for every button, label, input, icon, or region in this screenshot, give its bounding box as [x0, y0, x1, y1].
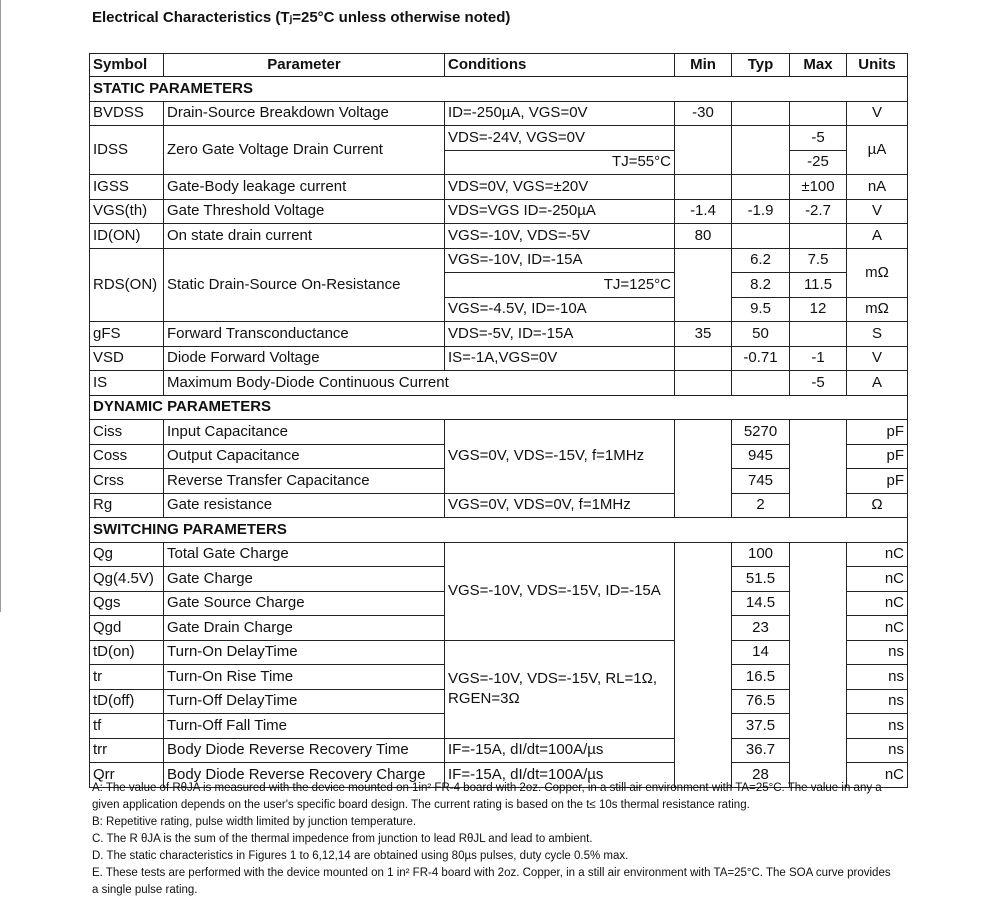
parameter-cell: Input Capacitance — [164, 420, 445, 445]
section-static: STATIC PARAMETERS — [90, 77, 908, 102]
units-cell: V — [847, 346, 908, 371]
typ-cell — [732, 101, 790, 126]
units-cell: ns — [847, 640, 908, 665]
parameter-cell: On state drain current — [164, 224, 445, 249]
units-cell: ns — [847, 714, 908, 739]
symbol-cell: Rg — [90, 493, 164, 518]
header-min: Min — [675, 54, 732, 77]
min-cell: 80 — [675, 224, 732, 249]
max-cell: -5 — [790, 126, 847, 151]
condition-cell: ID=-250µA, VGS=0V — [445, 101, 675, 126]
units-cell: mΩ — [847, 297, 908, 322]
parameter-cell: Gate Charge — [164, 567, 445, 592]
condition-cell: VDS=-5V, ID=-15A — [445, 322, 675, 347]
typ-cell: 14.5 — [732, 591, 790, 616]
units-cell: V — [847, 199, 908, 224]
typ-cell: 28 — [732, 763, 790, 788]
min-cell — [675, 420, 732, 518]
header-symbol: Symbol — [90, 54, 164, 77]
footnotes — [92, 780, 892, 899]
typ-cell: 9.5 — [732, 297, 790, 322]
symbol-cell: Qgd — [90, 616, 164, 641]
table-row — [90, 738, 908, 763]
parameter-cell: Turn-On Rise Time — [164, 665, 445, 690]
symbol-cell: VGS(th) — [90, 199, 164, 224]
table-row — [90, 199, 908, 224]
symbol-cell: Crss — [90, 469, 164, 494]
max-cell: -1 — [790, 346, 847, 371]
parameter-cell: Maximum Body-Diode Continuous Current — [164, 371, 675, 396]
units-cell: A — [847, 371, 908, 396]
condition-cell: VGS=-10V, ID=-15A — [445, 248, 675, 273]
table-row — [90, 371, 908, 396]
table-row — [90, 542, 908, 567]
typ-cell — [732, 371, 790, 396]
symbol-cell: RDS(ON) — [90, 248, 164, 322]
max-cell: 11.5 — [790, 273, 847, 298]
max-cell — [790, 322, 847, 347]
units-cell: A — [847, 224, 908, 249]
parameter-cell: Turn-On DelayTime — [164, 640, 445, 665]
typ-cell — [732, 224, 790, 249]
table-row — [90, 175, 908, 200]
switching-condition-line1: VGS=-10V, VDS=-15V, RL=1Ω, — [448, 670, 657, 687]
units-cell: ns — [847, 689, 908, 714]
parameter-cell: Total Gate Charge — [164, 542, 445, 567]
units-cell: pF — [847, 420, 908, 445]
footnote-e: E. These tests are performed with the device mounted on 1 in² FR-4 board with 2oz. Copper, in a still air environment with TA=25°C. The SOA curve provides a single pulse rating. — [92, 867, 891, 896]
typ-cell — [732, 126, 790, 175]
max-cell: -25 — [790, 150, 847, 175]
header-max: Max — [790, 54, 847, 77]
min-cell: -1.4 — [675, 199, 732, 224]
condition-cell-temp: TJ=125°C — [445, 273, 675, 298]
parameter-cell: Output Capacitance — [164, 444, 445, 469]
condition-cell-temp: TJ=55°C — [445, 150, 675, 175]
parameter-cell: Turn-Off Fall Time — [164, 714, 445, 739]
footnote-b: B: Repetitive rating, pulse width limited by junction temperature. — [92, 816, 417, 828]
table-row — [90, 420, 908, 445]
condition-cell: IF=-15A, dI/dt=100A/µs — [445, 738, 675, 763]
typ-cell: 5270 — [732, 420, 790, 445]
condition-cell: VGS=0V, VDS=0V, f=1MHz — [445, 493, 675, 518]
condition-cell: VDS=VGS ID=-250µA — [445, 199, 675, 224]
symbol-cell: tD(on) — [90, 640, 164, 665]
footnote-d: D. The static characteristics in Figures 1 to 6,12,14 are obtained using 80µs pulses, duty cycle 0.5% max. — [92, 850, 629, 862]
min-cell — [675, 126, 732, 175]
footnote-a: A: The value of RθJA is measured with the device mounted on 1in² FR-4 board with 2oz. Copper, in a still air environment with TA=25°C. The value in any a given application depends on the user's specific board design. The current rating is based on the t≤ 10s thermal resistance rating. — [92, 782, 882, 811]
symbol-cell: tf — [90, 714, 164, 739]
typ-cell: 945 — [732, 444, 790, 469]
left-edge-rule — [0, 0, 1, 612]
switching-condition-line2: RGEN=3Ω — [448, 690, 520, 707]
condition-cell: VGS=-10V, VDS=-15V, ID=-15A — [445, 542, 675, 640]
symbol-cell: ID(ON) — [90, 224, 164, 249]
table-row — [90, 101, 908, 126]
table-row — [90, 322, 908, 347]
parameter-cell: Reverse Transfer Capacitance — [164, 469, 445, 494]
units-cell: pF — [847, 469, 908, 494]
condition-cell: VDS=0V, VGS=±20V — [445, 175, 675, 200]
symbol-cell: IS — [90, 371, 164, 396]
parameter-cell: Drain-Source Breakdown Voltage — [164, 101, 445, 126]
typ-cell: 76.5 — [732, 689, 790, 714]
symbol-cell: Coss — [90, 444, 164, 469]
max-cell — [790, 101, 847, 126]
typ-cell: 23 — [732, 616, 790, 641]
header-conditions: Conditions — [445, 54, 675, 77]
parameter-cell: Gate Drain Charge — [164, 616, 445, 641]
characteristics-table-wrap — [89, 53, 907, 788]
min-cell — [675, 371, 732, 396]
parameter-cell: Diode Forward Voltage — [164, 346, 445, 371]
condition-cell-switching — [445, 640, 675, 738]
section-switching: SWITCHING PARAMETERS — [90, 518, 908, 543]
max-cell: ±100 — [790, 175, 847, 200]
min-cell: -30 — [675, 101, 732, 126]
max-cell: 7.5 — [790, 248, 847, 273]
symbol-cell: Qg — [90, 542, 164, 567]
condition-cell: VGS=0V, VDS=-15V, f=1MHz — [445, 420, 675, 494]
symbol-cell: IDSS — [90, 126, 164, 175]
symbol-cell: IGSS — [90, 175, 164, 200]
min-cell — [675, 346, 732, 371]
typ-cell — [732, 175, 790, 200]
typ-cell: 8.2 — [732, 273, 790, 298]
symbol-cell: tr — [90, 665, 164, 690]
section-row-static — [90, 77, 908, 102]
symbol-cell: tD(off) — [90, 689, 164, 714]
typ-cell: -1.9 — [732, 199, 790, 224]
symbol-cell: Qrr — [90, 763, 164, 788]
condition-cell: VGS=-4.5V, ID=-10A — [445, 297, 675, 322]
min-cell — [675, 542, 732, 787]
units-cell: ns — [847, 665, 908, 690]
min-cell — [675, 248, 732, 322]
max-cell: -2.7 — [790, 199, 847, 224]
max-cell: 12 — [790, 297, 847, 322]
max-cell — [790, 420, 847, 518]
units-cell: nA — [847, 175, 908, 200]
condition-cell: VGS=-10V, VDS=-5V — [445, 224, 675, 249]
parameter-cell: Gate-Body leakage current — [164, 175, 445, 200]
typ-cell: 2 — [732, 493, 790, 518]
typ-cell: 6.2 — [732, 248, 790, 273]
typ-cell: -0.71 — [732, 346, 790, 371]
table-row — [90, 640, 908, 665]
typ-cell: 100 — [732, 542, 790, 567]
section-row-dynamic — [90, 395, 908, 420]
min-cell: 35 — [675, 322, 732, 347]
units-cell: pF — [847, 444, 908, 469]
units-cell: ns — [847, 738, 908, 763]
units-cell: nC — [847, 591, 908, 616]
max-cell — [790, 224, 847, 249]
min-cell — [675, 175, 732, 200]
table-row — [90, 248, 908, 273]
parameter-cell: Body Diode Reverse Recovery Charge — [164, 763, 445, 788]
typ-cell: 51.5 — [732, 567, 790, 592]
units-cell: µA — [847, 126, 908, 175]
parameter-cell: Gate Threshold Voltage — [164, 199, 445, 224]
parameter-cell: Turn-Off DelayTime — [164, 689, 445, 714]
header-parameter: Parameter — [164, 54, 445, 77]
max-cell: -5 — [790, 371, 847, 396]
typ-cell: 745 — [732, 469, 790, 494]
symbol-cell: Ciss — [90, 420, 164, 445]
typ-cell: 50 — [732, 322, 790, 347]
parameter-cell: Zero Gate Voltage Drain Current — [164, 126, 445, 175]
condition-cell: IF=-15A, dI/dt=100A/µs — [445, 763, 675, 788]
parameter-cell: Forward Transconductance — [164, 322, 445, 347]
symbol-cell: trr — [90, 738, 164, 763]
typ-cell: 36.7 — [732, 738, 790, 763]
section-row-switching — [90, 518, 908, 543]
table-row — [90, 224, 908, 249]
condition-cell: IS=-1A,VGS=0V — [445, 346, 675, 371]
symbol-cell: gFS — [90, 322, 164, 347]
units-cell: nC — [847, 567, 908, 592]
page-title: Electrical Characteristics (Tⱼ=25°C unless otherwise noted) — [92, 9, 511, 26]
units-cell: Ω — [847, 493, 908, 518]
units-cell: V — [847, 101, 908, 126]
section-dynamic: DYNAMIC PARAMETERS — [90, 395, 908, 420]
parameter-cell: Body Diode Reverse Recovery Time — [164, 738, 445, 763]
symbol-cell: Qgs — [90, 591, 164, 616]
symbol-cell: VSD — [90, 346, 164, 371]
symbol-cell: BVDSS — [90, 101, 164, 126]
symbol-cell: Qg(4.5V) — [90, 567, 164, 592]
units-cell: S — [847, 322, 908, 347]
table-row — [90, 493, 908, 518]
table-row — [90, 346, 908, 371]
header-row — [90, 54, 908, 77]
typ-cell: 16.5 — [732, 665, 790, 690]
units-cell: nC — [847, 542, 908, 567]
table-row — [90, 126, 908, 151]
header-units: Units — [847, 54, 908, 77]
units-cell: nC — [847, 616, 908, 641]
typ-cell: 14 — [732, 640, 790, 665]
footnote-c: C. The R θJA is the sum of the thermal impedence from junction to lead RθJL and lead to ambient. — [92, 833, 593, 845]
units-cell: nC — [847, 763, 908, 788]
typ-cell: 37.5 — [732, 714, 790, 739]
parameter-cell: Gate resistance — [164, 493, 445, 518]
condition-cell: VDS=-24V, VGS=0V — [445, 126, 675, 151]
max-cell — [790, 542, 847, 787]
header-typ: Typ — [732, 54, 790, 77]
units-cell: mΩ — [847, 248, 908, 297]
parameter-cell: Gate Source Charge — [164, 591, 445, 616]
parameter-cell: Static Drain-Source On-Resistance — [164, 248, 445, 322]
characteristics-table — [89, 53, 908, 788]
